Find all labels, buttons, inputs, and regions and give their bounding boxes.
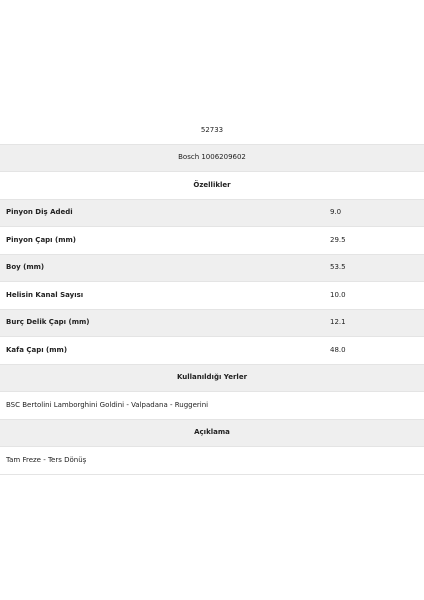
spec-row-pinion-diameter [0,227,424,255]
usage-text-row [0,392,424,420]
spec-label: Burç Delik Çapı (mm) [6,318,90,327]
spec-row-helix-channels [0,282,424,310]
spec-value: 53.5 [330,263,346,272]
product-code-row [0,117,424,145]
spec-label: Boy (mm) [6,263,45,272]
spec-label: Pinyon Çapı (mm) [6,235,76,244]
description-text-row [0,447,424,475]
product-code: 52733 [200,125,224,134]
spec-row-length [0,255,424,283]
spec-value: 9.0 [330,208,342,217]
usage-heading: Kullanıldığı Yerler [176,373,248,382]
spec-label: Helisin Kanal Sayısı [6,290,84,299]
description-heading-row [0,420,424,448]
spec-label: Kafa Çapı (mm) [6,345,68,354]
spec-value: 48.0 [330,345,346,354]
spec-label: Pinyon Diş Adedi [6,208,73,217]
description-text: Tam Freze - Ters Dönüş [6,455,87,464]
reference-number: Bosch 1006209602 [178,153,246,162]
spec-value: 29.5 [330,235,346,244]
usage-heading-row [0,365,424,393]
spec-value: 12.1 [330,318,346,327]
spec-table [0,117,424,475]
spec-row-head-diameter [0,337,424,365]
reference-row [0,145,424,173]
description-heading: Açıklama [194,428,230,437]
features-heading-row [0,172,424,200]
features-heading: Özellikler [193,180,231,189]
usage-text: BSC Bertolini Lamborghini Goldini - Valpadana - Ruggerini [6,400,209,409]
spec-value: 10.0 [330,290,346,299]
spec-row-bushing-bore [0,310,424,338]
spec-row-pinion-teeth [0,200,424,228]
